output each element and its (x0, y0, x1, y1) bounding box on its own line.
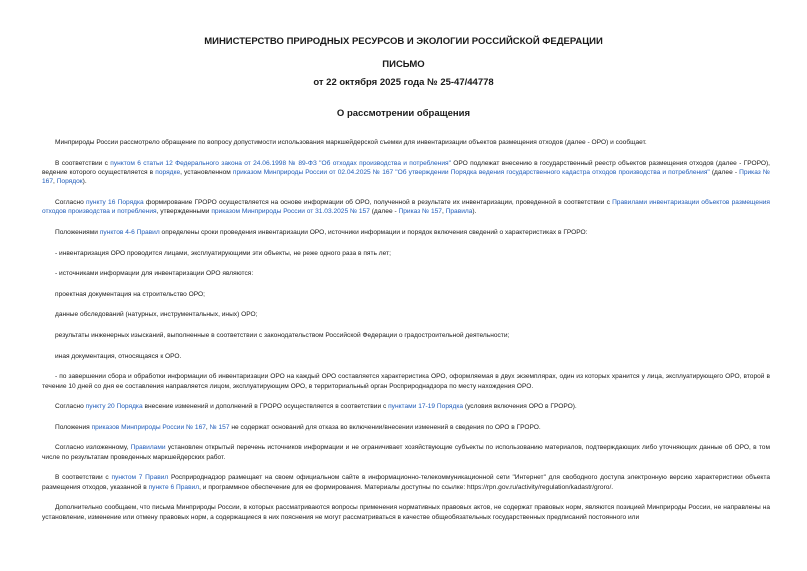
link-point-6[interactable]: пункте 6 Правил (148, 483, 200, 491)
link-federal-law-89[interactable]: пунктом 6 статьи 12 Федерального закона от 24.06.1998 № 89-ФЗ "Об отходах производства и потребления" (110, 159, 451, 167)
text-fragment: ). (472, 208, 477, 216)
link-point-16[interactable]: пункту 16 Порядка (86, 199, 144, 206)
list-item-sources: - источниками информации для инвентаризации ОРО являются: (55, 270, 254, 278)
text-fragment: Согласно изложенному, (55, 444, 131, 452)
text-fragment: внесение изменений и дополнений в ГРОРО осуществляется в соответствии с (142, 403, 389, 411)
text-fragment: ОРО подлежат внесению в государственный реестр объектов размещения отходов (далее - ГРОРО), ведение которого осуществляется в (42, 159, 771, 176)
link-point-7[interactable]: пунктом 7 Правил (111, 474, 169, 482)
paragraph-rules-points (42, 228, 770, 237)
text-fragment: , установленном (180, 169, 233, 176)
text-fragment: не содержат оснований для отказа во включении/внесении изменений в сведения по ОРО в ГРОРО. (229, 423, 541, 431)
paragraph-changes (42, 402, 770, 411)
text-fragment: формирование ГРОРО осуществляется на основе информации об ОРО, полученной в результате их инвентаризации, проведенной в соответствии с (143, 199, 613, 206)
link-points-17-19[interactable]: пунктами 17-19 Порядка (388, 403, 464, 411)
paragraph-rpn-site (42, 473, 770, 492)
text-fragment: Согласно (55, 199, 86, 206)
text-fragment: установлен открытый перечень источников информации и не ограничивает хозяйствующие субъекты по использованию материалов, подтверждающих либо уточняющих данные об ОРО, в том числе по результатам проведенных маркшейдерских работ. (42, 444, 770, 461)
list-item-survey-data: данные обследований (натурных, инструментальных, иных) ОРО; (55, 311, 258, 319)
text-fragment: , (205, 423, 210, 431)
list-item-characteristic: - по завершении сбора и обработки информации об инвентаризации ОРО на каждый ОРО составляется характеристика ОРО, оформляемая в двух экземплярах, один из которых хранится у лица, эксплуатирующего ОРО, второй в течение 10 дней со дня ее составления направляется лицом, эксплуатирующим ОРО, в территориальный орган Росприроднадзора по месту нахождения ОРО. (42, 373, 770, 390)
link-point-20[interactable]: пункту 20 Порядка (85, 403, 143, 411)
link-rules[interactable]: Правилами (130, 444, 166, 452)
paragraph-no-refusal (42, 423, 770, 432)
paragraph-legal-basis (42, 159, 770, 187)
paragraph-disclaimer: Дополнительно сообщаем, что письма Минприроды России, в которых рассматриваются вопросы применения нормативных правовых актов, не содержат правовых норм, являются позицией Минприроды России, не направлены на установление, изменение или отмену правовых норм, а содержащиеся в них пояснения не могут рассматриваться в качестве общеобязательных государственных предписаний постоянного или (42, 504, 770, 521)
document-body (42, 138, 770, 533)
list-item-engineering-surveys: результаты инженерных изысканий, выполненные в соответствии с законодательством Российской Федерации о градостроительной деятельности; (55, 331, 510, 339)
text-fragment: , и программное обеспечение для ее формирования. Материалы доступны по ссылке: https://rpn.gov.ru/activity/regulation/kadastr/groro/. (199, 483, 614, 491)
text-fragment: определены сроки проведения инвентаризации ОРО, источники информации и порядок включения сведений о характеристиках в ГРОРО: (159, 229, 588, 236)
list-item-frequency: - инвентаризация ОРО проводится лицами, эксплуатирующими эти объекты, не реже одного раза в пять лет; (55, 249, 391, 257)
link-order-167[interactable]: приказом Минприроды России от 02.04.2025 № 167 "Об утверждении Порядка ведения государственного кадастра отходов производства и потребления" (232, 169, 710, 176)
ministry-name: МИНИСТЕРСТВО ПРИРОДНЫХ РЕСУРСОВ И ЭКОЛОГИИ РОССИЙСКОЙ ФЕДЕРАЦИИ (204, 36, 603, 47)
link-poryadok[interactable]: порядке (155, 169, 181, 176)
paragraph-intro: Минприроды России рассмотрело обращение по вопросу допустимости использования маркшейдерской съемки для инвентаризации объектов размещения отходов (далее - ОРО) и сообщает. (55, 139, 647, 146)
link-prikaz-167[interactable]: Приказ № 167 (42, 169, 770, 186)
document-subject: О рассмотрении обращения (336, 108, 471, 119)
list-item-other-docs: иная документация, относящаяся к ОРО. (55, 352, 182, 360)
link-poryadok-short[interactable]: Порядок (56, 178, 83, 186)
text-fragment: (далее - (709, 169, 740, 176)
link-inventory-rules[interactable]: Правилами инвентаризации объектов размещения отходов производства и потребления (42, 199, 770, 216)
text-fragment: ). (82, 178, 87, 186)
text-fragment: В соответствии с (55, 159, 111, 167)
text-fragment: Согласно (55, 403, 86, 411)
text-fragment: , (441, 208, 446, 216)
link-orders-167[interactable]: приказов Минприроды России № 167 (91, 423, 206, 431)
document-date-number: от 22 октября 2025 года № 25-47/44778 (313, 77, 494, 88)
text-fragment: Росприроднадзор размещает на своем официальном сайте в информационно-телекоммуникационной сети "Интернет" для свободного доступа электронную версию характеристики объекта размещения отходов, указанной в (42, 474, 770, 491)
text-fragment: Положениями (55, 229, 100, 236)
link-no-157[interactable]: № 157 (209, 423, 230, 431)
text-fragment: , утвержденными (156, 208, 212, 216)
text-fragment: , (53, 178, 57, 186)
link-points-4-6[interactable]: пунктов 4-6 Правил (99, 229, 160, 236)
link-prikaz-157[interactable]: Приказ № 157 (398, 208, 442, 216)
text-fragment: (условия включения ОРО в ГРОРО). (463, 403, 577, 411)
document-type: ПИСЬМО (382, 59, 425, 70)
text-fragment: Положения (55, 423, 92, 431)
text-fragment: В соответствии с (55, 474, 112, 482)
paragraph-groro-formation (42, 198, 770, 217)
paragraph-conclusion (42, 443, 770, 462)
link-order-157[interactable]: приказом Минприроды России от 31.03.2025 № 157 (211, 208, 370, 216)
link-pravila[interactable]: Правила (445, 208, 473, 216)
list-item-project-docs: проектная документация на строительство ОРО; (55, 290, 206, 298)
text-fragment: (далее - (369, 208, 399, 216)
